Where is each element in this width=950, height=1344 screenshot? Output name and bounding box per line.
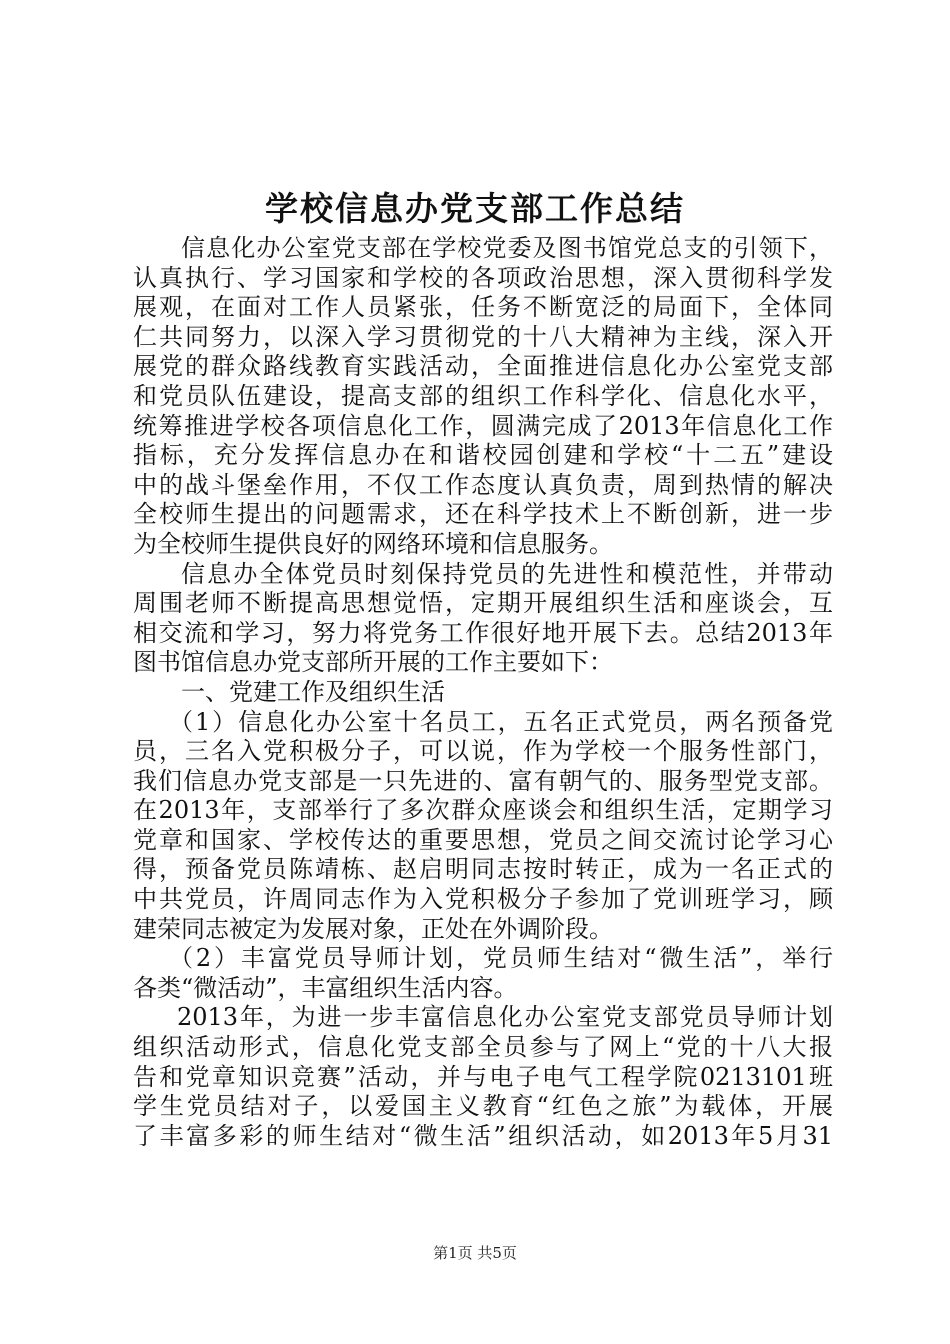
document-title: 学校信息办党支部工作总结 (265, 189, 685, 228)
text-line: 相交流和学习，努力将党务工作很好地开展下去。总结2013年 (133, 618, 833, 647)
text-line: 中共党员，许周同志作为入党积极分子参加了党训班学习，顾 (133, 885, 833, 914)
text-line: 信息办全体党员时刻保持党员的先进性和模范性，并带动 (181, 559, 833, 588)
text-line: 仁共同努力，以深入学习贯彻党的十八大精神为主线，深入开 (133, 322, 833, 351)
text-line: 为全校师生提供良好的网络环境和信息服务。 (133, 529, 613, 558)
text-line: 展党的群众路线教育实践活动，全面推进信息化办公室党支部 (133, 352, 833, 381)
text-line: 全校师生提出的问题需求，还在科学技术上不断创新，进一步 (133, 500, 833, 529)
text-line: 组织活动形式，信息化党支部全员参与了网上“党的十八大报 (133, 1033, 833, 1062)
text-line: 和党员队伍建设，提高支部的组织工作科学化、信息化水平， (133, 381, 833, 410)
text-line: 各类“微活动”，丰富组织生活内容。 (133, 973, 518, 1002)
text-line: （2）丰富党员导师计划，党员师生结对“微生活”，举行 (169, 944, 833, 973)
text-line: 图书馆信息办党支部所开展的工作主要如下： (133, 648, 613, 677)
text-line: 得，预备党员陈靖栋、赵启明同志按时转正，成为一名正式的 (133, 855, 833, 884)
text-line: 指标，充分发挥信息办在和谐校园创建和学校“十二五”建设 (133, 441, 833, 470)
text-line: 学生党员结对子，以爱国主义教育“红色之旅”为载体，开展 (133, 1092, 833, 1121)
text-line: 中的战斗堡垒作用，不仅工作态度认真负责，周到热情的解决 (133, 470, 833, 499)
text-line: 在2013年，支部举行了多次群众座谈会和组织生活，定期学习 (133, 796, 833, 825)
text-line: （1）信息化办公室十名员工，五名正式党员，两名预备党 (169, 707, 833, 736)
text-line: 我们信息办党支部是一只先进的、富有朝气的、服务型党支部。 (133, 766, 833, 795)
text-line: 周围老师不断提高思想觉悟，定期开展组织生活和座谈会，互 (133, 589, 833, 618)
text-line: 建荣同志被定为发展对象，正处在外调阶段。 (133, 914, 613, 943)
text-line: 展观，在面对工作人员紧张，任务不断宽泛的局面下，全体同 (133, 293, 833, 322)
section-heading: 一、党建工作及组织生活 (181, 677, 445, 706)
text-line: 2013年，为进一步丰富信息化办公室党支部党员导师计划 (177, 1003, 833, 1032)
page-footer: 第1页 共5页 (433, 1244, 517, 1262)
document-body (133, 234, 833, 1151)
text-line: 员，三名入党积极分子，可以说，作为学校一个服务性部门， (133, 737, 833, 766)
text-line: 信息化办公室党支部在学校党委及图书馆党总支的引领下， (181, 234, 833, 262)
text-line: 党章和国家、学校传达的重要思想，党员之间交流讨论学习心 (133, 825, 833, 854)
text-line: 认真执行、学习国家和学校的各项政治思想，深入贯彻科学发 (133, 263, 833, 292)
text-line: 告和党章知识竞赛”活动，并与电子电气工程学院0213101班 (133, 1062, 833, 1091)
text-line: 统筹推进学校各项信息化工作，圆满完成了2013年信息化工作 (133, 411, 833, 440)
text-line: 了丰富多彩的师生结对“微生活”组织活动，如2013年5月31 (133, 1121, 833, 1150)
